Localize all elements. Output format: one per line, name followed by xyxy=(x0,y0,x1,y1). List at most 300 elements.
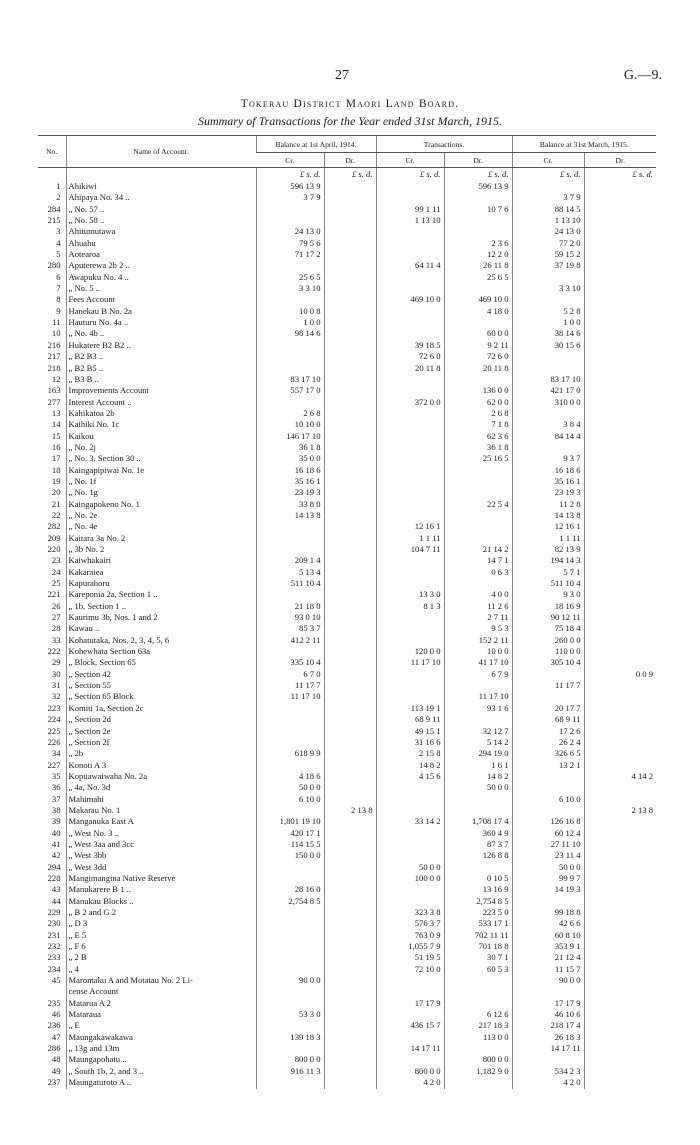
balance-start-dr xyxy=(324,1043,376,1054)
balance-end-dr xyxy=(584,363,656,374)
account-name: „ No. 2e xyxy=(66,510,256,521)
balance-end-dr xyxy=(584,691,656,702)
balance-end-dr xyxy=(584,760,656,771)
balance-end-dr xyxy=(584,238,656,249)
balance-end-cr: 11 17 7 xyxy=(512,680,584,691)
account-number: 10 xyxy=(51,328,61,339)
balance-end-dr xyxy=(584,816,656,827)
col-header-balance-start: Balance at 1st April, 1914. xyxy=(256,136,376,153)
balance-start-dr xyxy=(324,408,376,419)
transaction-dr: 10 7 6 xyxy=(444,204,512,215)
account-name: „ 2 B xyxy=(66,952,256,963)
balance-start-cr xyxy=(256,544,324,555)
transaction-dr: 4 18 0 xyxy=(444,306,512,317)
balance-start-dr xyxy=(324,907,376,918)
transaction-dr: 800 0 0 xyxy=(444,1054,512,1065)
balance-end-dr xyxy=(584,635,656,646)
balance-end-dr xyxy=(584,306,656,317)
transaction-cr xyxy=(376,794,444,805)
account-name: „ Section 2e xyxy=(66,726,256,737)
transaction-cr xyxy=(376,283,444,294)
balance-end-dr xyxy=(584,646,656,657)
transaction-cr xyxy=(376,385,444,396)
account-number: 41 xyxy=(51,838,61,849)
balance-end-cr: 1 13 10 xyxy=(512,215,584,226)
account-number: 28 xyxy=(51,623,61,634)
transaction-cr: 2 15 8 xyxy=(376,748,444,759)
balance-start-cr: 335 10 4 xyxy=(256,657,324,668)
balance-end-cr: 5 2 8 xyxy=(512,306,584,317)
account-number: 26 xyxy=(51,600,61,611)
table-row xyxy=(38,453,656,464)
transaction-cr xyxy=(376,623,444,634)
col-header-cr: Cr. xyxy=(512,153,584,168)
balance-start-cr: 35 0 0 xyxy=(256,453,324,464)
transaction-cr: 4 15 6 xyxy=(376,771,444,782)
account-name: Maungaturoto A .. xyxy=(66,1077,256,1088)
account-name: „ 1b, Section 1 .. xyxy=(66,601,256,612)
account-name: Interest Account .. xyxy=(66,397,256,408)
balance-end-cr: 46 10 6 xyxy=(512,1009,584,1020)
balance-end-cr: 35 16 1 xyxy=(512,476,584,487)
account-name: Ahipaya No. 34 .. xyxy=(66,192,256,203)
account-name: „ E 5 xyxy=(66,930,256,941)
transaction-dr xyxy=(444,533,512,544)
account-number: 5 xyxy=(56,249,61,260)
balance-end-dr xyxy=(584,215,656,226)
balance-start-dr xyxy=(324,850,376,861)
balance-start-dr xyxy=(324,283,376,294)
balance-start-dr xyxy=(324,635,376,646)
balance-end-cr xyxy=(512,181,584,192)
account-name: Kaiwhakairi xyxy=(66,555,256,566)
account-number: 13 xyxy=(51,407,61,418)
account-name: „ West 3bb xyxy=(66,850,256,861)
transaction-cr xyxy=(376,986,444,997)
transaction-dr: 60 0 0 xyxy=(444,328,512,339)
transaction-dr xyxy=(444,283,512,294)
transaction-dr: 6 12 6 xyxy=(444,1009,512,1020)
balance-end-cr: 83 17 10 xyxy=(512,374,584,385)
transaction-cr: 50 0 0 xyxy=(376,862,444,873)
balance-start-cr xyxy=(256,204,324,215)
transaction-cr xyxy=(376,487,444,498)
balance-start-cr: 6 10 0 xyxy=(256,794,324,805)
balance-start-cr xyxy=(256,215,324,226)
balance-end-dr xyxy=(584,317,656,328)
account-name: Kohatutaka, Nos. 2, 3, 4, 5, 6 xyxy=(66,635,256,646)
table-row xyxy=(38,249,656,260)
balance-end-dr xyxy=(584,1009,656,1020)
balance-start-cr: 139 18 3 xyxy=(256,1032,324,1043)
account-number: 284 xyxy=(47,203,61,214)
balance-start-dr xyxy=(324,646,376,657)
balance-start-cr: 146 17 10 xyxy=(256,431,324,442)
account-number: 235 xyxy=(47,997,61,1008)
balance-end-cr: 9 3 7 xyxy=(512,453,584,464)
account-number: 47 xyxy=(51,1031,61,1042)
balance-start-cr xyxy=(256,986,324,997)
account-name: Komiti 1a, Section 2c xyxy=(66,703,256,714)
transaction-dr xyxy=(444,226,512,237)
account-name: Manukau Blocks .. xyxy=(66,896,256,907)
transaction-cr xyxy=(376,805,444,816)
account-number: 9 xyxy=(56,305,61,316)
balance-start-cr: 83 17 10 xyxy=(256,374,324,385)
transaction-dr: 62 3 6 xyxy=(444,431,512,442)
balance-end-cr: 90 0 0 xyxy=(512,975,584,986)
balance-end-cr: 26 18 3 xyxy=(512,1032,584,1043)
transaction-dr: 1 6 1 xyxy=(444,760,512,771)
balance-end-dr xyxy=(584,1032,656,1043)
balance-end-cr: 14 17 11 xyxy=(512,1043,584,1054)
balance-start-dr xyxy=(324,385,376,396)
balance-start-cr: 53 3 0 xyxy=(256,1009,324,1020)
transaction-dr: 360 4 9 xyxy=(444,828,512,839)
balance-start-cr: 11 17 10 xyxy=(256,691,324,702)
balance-end-dr xyxy=(584,828,656,839)
balance-end-dr xyxy=(584,884,656,895)
balance-end-dr xyxy=(584,192,656,203)
account-number: 49 xyxy=(51,1065,61,1076)
account-name: Ahitumutawa xyxy=(66,226,256,237)
balance-end-dr xyxy=(584,204,656,215)
balance-start-dr xyxy=(324,1077,376,1088)
transaction-cr xyxy=(376,828,444,839)
table-row xyxy=(38,930,656,941)
balance-start-dr xyxy=(324,748,376,759)
table-row xyxy=(38,510,656,521)
balance-end-dr xyxy=(584,714,656,725)
balance-start-cr xyxy=(256,714,324,725)
balance-start-cr: 85 3 7 xyxy=(256,623,324,634)
balance-start-dr xyxy=(324,431,376,442)
account-number: 232 xyxy=(47,941,61,952)
transaction-dr: 11 17 10 xyxy=(444,691,512,702)
balance-start-cr xyxy=(256,805,324,816)
balance-start-cr: 557 17 0 xyxy=(256,385,324,396)
account-number: 38 xyxy=(51,804,61,815)
units-row xyxy=(38,168,656,182)
transaction-dr xyxy=(444,1077,512,1088)
account-number: 8 xyxy=(56,294,61,305)
table-row xyxy=(38,328,656,339)
account-name: Hauturu No. 4a .. xyxy=(66,317,256,328)
account-name: „ B2 B5 .. xyxy=(66,363,256,374)
balance-start-dr xyxy=(324,941,376,952)
balance-end-dr xyxy=(584,1020,656,1031)
transaction-cr xyxy=(376,578,444,589)
balance-start-dr xyxy=(324,918,376,929)
balance-end-cr: 4 2 0 xyxy=(512,1077,584,1088)
balance-start-dr xyxy=(324,589,376,600)
account-name: Kaingapokeno No. 1 xyxy=(66,499,256,510)
transaction-dr xyxy=(444,975,512,986)
page-title: Tokerau District Maori Land Board. xyxy=(240,98,460,110)
account-name: Maromaku A and Motatau No. 2 Li- xyxy=(66,975,256,986)
transaction-cr: 13 3 0 xyxy=(376,589,444,600)
unit-label: £ s. d. xyxy=(376,168,444,182)
transaction-dr: 0 6 3 xyxy=(444,567,512,578)
account-name: „ No. 2j xyxy=(66,442,256,453)
balance-end-dr xyxy=(584,544,656,555)
transaction-dr xyxy=(444,1043,512,1054)
account-name: „ West 3dd xyxy=(66,862,256,873)
account-number: 33 xyxy=(51,634,61,645)
balance-end-dr xyxy=(584,737,656,748)
table-row xyxy=(38,1066,656,1077)
table-row xyxy=(38,601,656,612)
transaction-dr xyxy=(444,986,512,997)
account-number: 19 xyxy=(51,475,61,486)
balance-end-cr: 305 10 4 xyxy=(512,657,584,668)
balance-end-dr xyxy=(584,555,656,566)
table-row xyxy=(38,952,656,963)
balance-start-cr xyxy=(256,703,324,714)
balance-start-cr xyxy=(256,952,324,963)
balance-end-cr: 511 10 4 xyxy=(512,578,584,589)
col-header-dr: Dr. xyxy=(584,153,656,168)
unit-label: £ s. d. xyxy=(584,168,656,182)
account-number: 286 xyxy=(47,1043,61,1054)
table-row xyxy=(38,794,656,805)
account-number: 217 xyxy=(47,351,61,362)
balance-start-dr xyxy=(324,612,376,623)
account-number: 163 xyxy=(47,385,61,396)
table-row xyxy=(38,374,656,385)
balance-start-dr xyxy=(324,828,376,839)
account-number: 231 xyxy=(47,929,61,940)
transaction-cr: 323 3 8 xyxy=(376,907,444,918)
table-row xyxy=(38,533,656,544)
balance-start-dr xyxy=(324,363,376,374)
balance-end-cr: 59 15 2 xyxy=(512,249,584,260)
transaction-cr xyxy=(376,567,444,578)
balance-end-dr: 4 14 2 xyxy=(584,771,656,782)
account-name: Kohewhata Section 63a xyxy=(66,646,256,657)
account-number: 31 xyxy=(51,680,61,691)
transaction-cr: 372 0 0 xyxy=(376,397,444,408)
balance-start-cr: 800 0 0 xyxy=(256,1054,324,1065)
balance-start-cr: 6 7 0 xyxy=(256,669,324,680)
account-number: 4 xyxy=(56,237,61,248)
table-row xyxy=(38,805,656,816)
account-number: 225 xyxy=(47,725,61,736)
account-number: 2 xyxy=(56,192,61,203)
table-row xyxy=(38,873,656,884)
account-number: 46 xyxy=(51,1009,61,1020)
account-number: 229 xyxy=(47,907,61,917)
balance-end-cr: 326 6 5 xyxy=(512,748,584,759)
balance-end-cr: 68 9 11 xyxy=(512,714,584,725)
account-number: 227 xyxy=(47,759,61,770)
balance-start-dr xyxy=(324,623,376,634)
account-name: Kaingapipiwai No. 1e xyxy=(66,465,256,476)
unit-label: £ s. d. xyxy=(256,168,324,182)
transaction-dr: 0 10 5 xyxy=(444,873,512,884)
balance-end-dr xyxy=(584,294,656,305)
transaction-dr: 14 8 2 xyxy=(444,771,512,782)
account-number: 6 xyxy=(56,271,61,282)
balance-start-cr: 10 10 0 xyxy=(256,419,324,430)
balance-start-cr xyxy=(256,646,324,657)
balance-start-cr: 98 14 6 xyxy=(256,328,324,339)
table-row xyxy=(38,941,656,952)
table-row xyxy=(38,828,656,839)
transaction-cr: 800 0 0 xyxy=(376,1066,444,1077)
transaction-cr: 120 0 0 xyxy=(376,646,444,657)
balance-end-cr: 30 15 6 xyxy=(512,340,584,351)
balance-start-dr xyxy=(324,476,376,487)
col-header-cr: Cr. xyxy=(376,153,444,168)
transaction-dr: 7 1 8 xyxy=(444,419,512,430)
balance-start-dr xyxy=(324,306,376,317)
transaction-dr: 701 18 8 xyxy=(444,941,512,952)
account-name: Fees Account xyxy=(66,294,256,305)
balance-start-cr: 11 17 7 xyxy=(256,680,324,691)
transaction-cr xyxy=(376,1054,444,1065)
balance-end-cr: 6 10 0 xyxy=(512,794,584,805)
account-name: Aotearoa xyxy=(66,249,256,260)
transaction-dr xyxy=(444,374,512,385)
balance-end-dr xyxy=(584,374,656,385)
account-name: „ West No. 3 .. xyxy=(66,828,256,839)
balance-start-dr xyxy=(324,215,376,226)
balance-end-dr xyxy=(584,680,656,691)
table-row xyxy=(38,294,656,305)
balance-start-dr xyxy=(324,896,376,907)
table-row xyxy=(38,612,656,623)
balance-end-cr xyxy=(512,272,584,283)
balance-start-cr xyxy=(256,998,324,1009)
balance-start-dr xyxy=(324,397,376,408)
transaction-dr xyxy=(444,862,512,873)
transaction-dr: 223 5 0 xyxy=(444,907,512,918)
table-row xyxy=(38,260,656,271)
table-row xyxy=(38,975,656,986)
balance-end-cr xyxy=(512,986,584,997)
balance-end-dr xyxy=(584,533,656,544)
transaction-cr: 72 6 0 xyxy=(376,351,444,362)
account-name: „ Section 2d xyxy=(66,714,256,725)
balance-start-dr xyxy=(324,714,376,725)
balance-start-cr: 25 6 5 xyxy=(256,272,324,283)
transaction-cr: 12 16 1 xyxy=(376,521,444,532)
account-name: „ E xyxy=(66,1020,256,1031)
balance-start-cr xyxy=(256,351,324,362)
account-name: „ West 3aa and 3cc xyxy=(66,839,256,850)
balance-start-cr: 14 13 8 xyxy=(256,510,324,521)
transaction-dr: 60 5 3 xyxy=(444,964,512,975)
transaction-dr: 87 3 7 xyxy=(444,839,512,850)
transaction-dr: 469 10 0 xyxy=(444,294,512,305)
account-number: 7 xyxy=(56,283,61,294)
transaction-cr xyxy=(376,555,444,566)
account-number: 34 xyxy=(51,748,61,759)
transaction-cr xyxy=(376,431,444,442)
account-number: 233 xyxy=(47,952,61,963)
balance-end-dr xyxy=(584,930,656,941)
col-header-no: No. xyxy=(38,136,66,168)
balance-end-cr: 13 2 1 xyxy=(512,760,584,771)
balance-end-dr xyxy=(584,782,656,793)
transaction-cr xyxy=(376,317,444,328)
transaction-cr: 17 17 9 xyxy=(376,998,444,1009)
transaction-dr: 4 0 0 xyxy=(444,589,512,600)
account-number: 37 xyxy=(51,793,61,804)
balance-end-cr: 17 17 9 xyxy=(512,998,584,1009)
balance-start-dr xyxy=(324,453,376,464)
table-row xyxy=(38,499,656,510)
transaction-dr xyxy=(444,317,512,328)
table-row xyxy=(38,998,656,1009)
balance-start-cr xyxy=(256,260,324,271)
account-name: Kaitara 3a No. 2 xyxy=(66,533,256,544)
table-row xyxy=(38,635,656,646)
balance-start-dr xyxy=(324,226,376,237)
table-row xyxy=(38,964,656,975)
balance-start-cr: 150 0 0 xyxy=(256,850,324,861)
account-number: 228 xyxy=(47,872,61,883)
balance-start-dr xyxy=(324,986,376,997)
balance-end-cr: 11 15 7 xyxy=(512,964,584,975)
account-number: 294 xyxy=(47,861,61,872)
balance-start-cr: 4 18 6 xyxy=(256,771,324,782)
balance-start-dr xyxy=(324,578,376,589)
table-row xyxy=(38,1009,656,1020)
transaction-dr: 152 2 11 xyxy=(444,635,512,646)
balance-end-dr xyxy=(584,272,656,283)
table-row xyxy=(38,363,656,374)
balance-end-dr xyxy=(584,941,656,952)
account-name: Kakaraiea xyxy=(66,567,256,578)
transaction-dr: 702 11 11 xyxy=(444,930,512,941)
balance-start-dr xyxy=(324,760,376,771)
balance-end-dr: 0 0 9 xyxy=(584,669,656,680)
balance-end-dr xyxy=(584,794,656,805)
transaction-cr xyxy=(376,476,444,487)
balance-end-dr xyxy=(584,408,656,419)
balance-end-dr xyxy=(584,601,656,612)
balance-start-cr xyxy=(256,918,324,929)
balance-start-dr xyxy=(324,952,376,963)
transactions-table xyxy=(38,135,656,1089)
table-row xyxy=(38,1032,656,1043)
transaction-dr xyxy=(444,476,512,487)
account-number: 230 xyxy=(47,918,61,929)
balance-end-cr: 17 2 6 xyxy=(512,726,584,737)
balance-start-cr xyxy=(256,862,324,873)
transaction-cr: 49 15 1 xyxy=(376,726,444,737)
table-row xyxy=(38,204,656,215)
balance-end-dr xyxy=(584,476,656,487)
balance-end-cr: 27 11 10 xyxy=(512,839,584,850)
balance-end-dr xyxy=(584,385,656,396)
balance-start-cr: 33 8 0 xyxy=(256,499,324,510)
balance-end-dr xyxy=(584,896,656,907)
transaction-cr: 1 13 10 xyxy=(376,215,444,226)
transaction-dr xyxy=(444,487,512,498)
page-subtitle: Summary of Transactions for the Year ended 31st March, 1915. xyxy=(197,114,503,128)
account-number: 215 xyxy=(47,215,61,226)
account-name: Kaikou xyxy=(66,431,256,442)
balance-start-cr: 114 15 5 xyxy=(256,839,324,850)
balance-end-cr xyxy=(512,669,584,680)
transaction-dr: 294 19 0 xyxy=(444,748,512,759)
account-number: 220 xyxy=(47,544,61,554)
balance-start-dr xyxy=(324,1032,376,1043)
account-name: „ No. 3, Section 30 .. xyxy=(66,453,256,464)
